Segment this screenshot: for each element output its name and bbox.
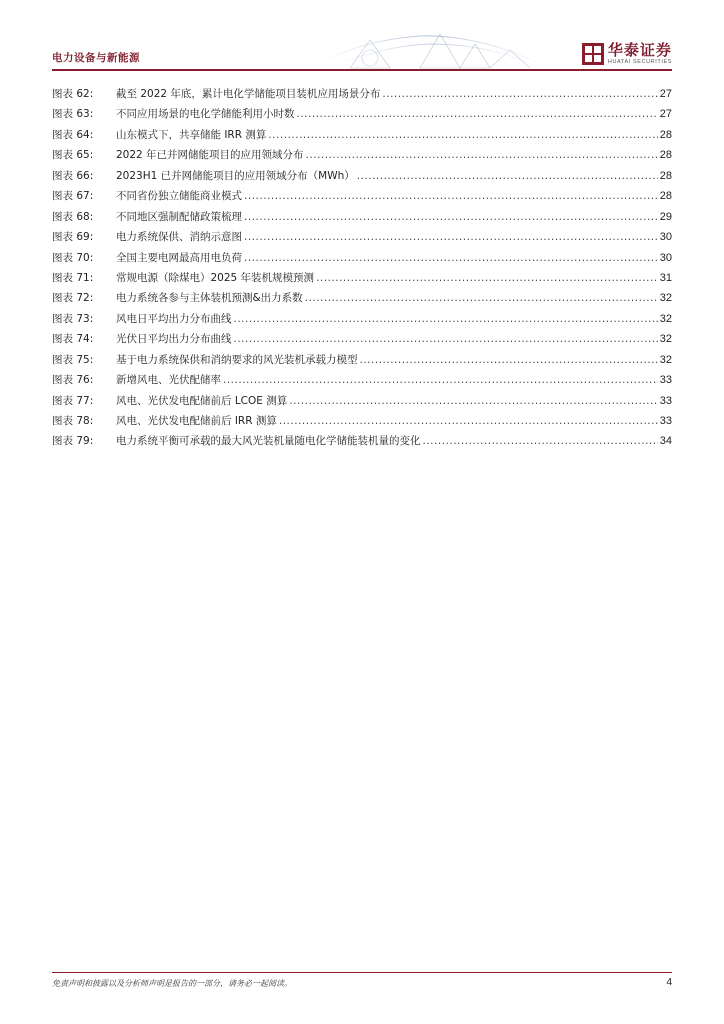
dot-leader [244,231,658,243]
dot-leader [234,313,658,325]
figure-list [52,86,672,454]
toc-entry[interactable] [52,168,672,188]
figure-title: 新增风电、光伏配储率 [116,374,221,387]
figure-page-number: 33 [659,415,672,427]
toc-entry[interactable] [52,209,672,229]
disclaimer-note: 免责声明和披露以及分析师声明是报告的一部分，请务必一起阅读。 [52,979,292,988]
figure-title: 风电、光伏发电配储前后 IRR 测算 [116,415,277,427]
figure-page-number: 34 [659,435,672,448]
dot-leader [244,252,658,264]
toc-entry[interactable] [52,352,672,372]
figure-title: 2023H1 已并网储能项目的应用领域分布（MWh） [116,169,355,182]
dot-leader [244,190,658,202]
figure-title: 光伏日平均出力分布曲线 [116,333,232,346]
dot-leader [316,272,658,284]
toc-entry[interactable] [52,147,672,167]
figure-number: 图表 77: [52,394,94,407]
figure-number: 图表 74: [52,333,94,346]
figure-page-number: 28 [659,149,672,162]
figure-page-number: 28 [659,128,672,141]
toc-entry[interactable] [52,311,672,331]
figure-page-number: 28 [659,190,672,203]
dot-leader [223,374,658,386]
toc-entry[interactable] [52,250,672,270]
figure-title: 不同应用场景的电化学储能利用小时数 [116,108,295,121]
figure-number: 图表 63: [52,108,94,121]
figure-number: 图表 73: [52,312,94,325]
footer-divider [52,972,672,973]
huatai-logo-icon [582,43,604,65]
figure-title: 风电、光伏发电配储前后 LCOE 测算 [116,394,288,407]
figure-number: 图表 78: [52,415,94,427]
figure-title: 不同地区强制配储政策梳理 [116,210,242,223]
figure-number: 图表 67: [52,190,94,203]
figure-page-number: 32 [659,353,672,366]
toc-entry[interactable] [52,188,672,208]
figure-title: 截至 2022 年底，累计电化学储能项目装机应用场景分布 [116,88,381,100]
toc-entry[interactable] [52,433,672,453]
figure-title: 基于电力系统保供和消纳要求的风光装机承载力模型 [116,353,358,366]
figure-number: 图表 71: [52,271,94,284]
figure-page-number: 28 [659,169,672,182]
dot-leader [305,292,658,304]
figure-page-number: 30 [659,251,672,264]
toc-entry[interactable] [52,372,672,392]
figure-page-number: 29 [659,210,672,223]
figure-title: 不同省份独立储能商业模式 [116,190,242,203]
dot-leader [234,333,658,345]
figure-page-number: 32 [659,312,672,325]
page-header [0,0,724,72]
figure-title: 常规电源（除煤电）2025 年装机规模预测 [116,271,315,284]
dot-leader [423,435,658,447]
figure-number: 图表 69: [52,231,94,244]
dot-leader [382,88,657,100]
figure-number: 图表 68: [52,210,94,223]
toc-entry[interactable] [52,86,672,106]
header-divider [52,69,672,71]
figure-page-number: 32 [659,292,672,305]
figure-number: 图表 62: [52,88,94,100]
dot-leader [289,395,657,407]
dot-leader [279,415,658,427]
figure-title: 电力系统平衡可承载的最大风光装机量随电化学储能装机量的变化 [116,435,421,448]
figure-title: 全国主要电网最高用电负荷 [116,251,242,264]
toc-entry[interactable] [52,127,672,147]
dot-leader [357,170,658,182]
dot-leader [244,211,658,223]
dot-leader [306,149,658,161]
figure-page-number: 33 [659,374,672,387]
dot-leader [360,354,658,366]
figure-page-number: 32 [659,333,672,346]
figure-number: 图表 64: [52,128,94,141]
figure-number: 图表 76: [52,374,94,387]
brand-logo-block [582,40,672,68]
toc-entry[interactable] [52,106,672,126]
dot-leader [268,129,657,141]
figure-page-number: 27 [659,88,672,100]
figure-number: 图表 75: [52,353,94,366]
figure-number: 图表 65: [52,149,94,162]
figure-number: 图表 72: [52,292,94,305]
figure-number: 图表 70: [52,251,94,264]
figure-number: 图表 66: [52,169,94,182]
toc-entry[interactable] [52,393,672,413]
figure-title: 2022 年已并网储能项目的应用领域分布 [116,149,304,162]
toc-entry[interactable] [52,290,672,310]
figure-title: 电力系统保供、消纳示意图 [116,231,242,244]
toc-entry[interactable] [52,229,672,249]
figure-page-number: 30 [659,231,672,244]
brand-name-cn: 华泰证券 [607,40,672,59]
brand-name-en: HUATAI SECURITIES [607,58,672,65]
figure-title: 风电日平均出力分布曲线 [116,312,232,325]
page-number: 4 [666,977,672,988]
toc-entry[interactable] [52,331,672,351]
figure-title: 山东模式下，共享储能 IRR 测算 [116,128,267,141]
toc-entry[interactable] [52,270,672,290]
section-title: 电力设备与新能源 [52,52,140,64]
dot-leader [297,108,658,120]
figure-page-number: 27 [659,108,672,121]
figure-page-number: 33 [659,394,672,407]
figure-number: 图表 79: [52,435,94,448]
toc-entry[interactable] [52,413,672,433]
figure-title: 电力系统各参与主体装机预测&出力系数 [116,292,303,305]
figure-page-number: 31 [659,271,672,284]
header-decoration-graphic [300,30,560,70]
